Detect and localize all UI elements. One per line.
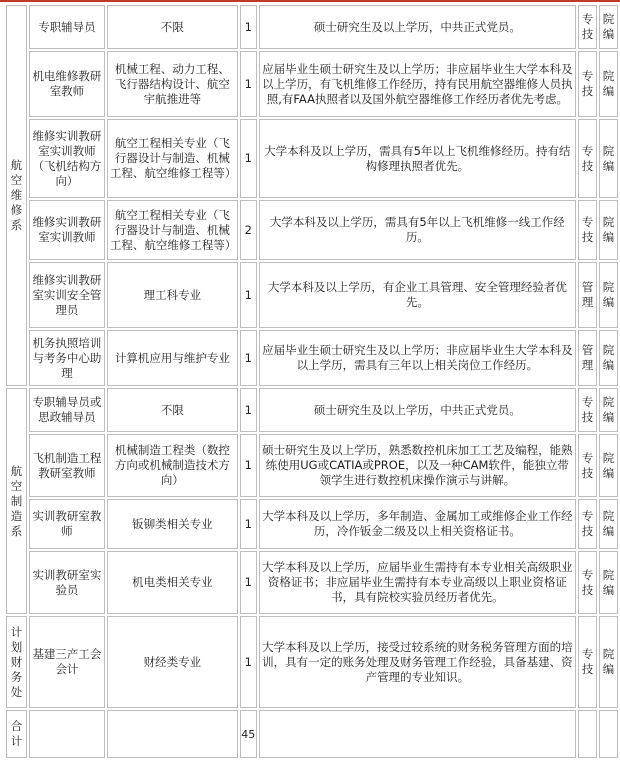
major-cell: 财经类专业 xyxy=(107,616,238,708)
count-cell: 1 xyxy=(240,51,257,117)
count-cell: 2 xyxy=(240,200,257,260)
count-cell: 1 xyxy=(240,5,257,49)
org-cell: 院编 xyxy=(599,200,618,260)
type-cell: 专技 xyxy=(578,616,597,708)
table-row xyxy=(6,551,618,614)
major-cell: 理工科专业 xyxy=(107,262,238,328)
requirement-cell: 大学本科及以上学历，有企业工具管理、安全管理经验者优先。 xyxy=(259,262,576,328)
type-cell: 专技 xyxy=(578,119,597,198)
position-cell: 维修实训教研室实训安全管理员 xyxy=(29,262,105,328)
type-cell: 管理 xyxy=(578,330,597,386)
requirement-cell: 大学本科及以上学历，接受过较系统的财务税务管理方面的培训，具有一定的账务处理及财务管理工作经验，具备基建、资产管理的专业知识。 xyxy=(259,616,576,708)
position-cell: 维修实训教研室实训教师 xyxy=(29,200,105,260)
table-row xyxy=(6,330,618,386)
type-cell: 专技 xyxy=(578,51,597,117)
count-cell: 1 xyxy=(240,262,257,328)
table-row xyxy=(6,388,618,432)
position-cell: 专职辅导员 xyxy=(29,5,105,49)
position-cell: 机电维修教研室教师 xyxy=(29,51,105,117)
position-cell: 专职辅导员或思政辅导员 xyxy=(29,388,105,432)
top-accent-line xyxy=(0,0,620,2)
position-cell: 飞机制造工程教研室教师 xyxy=(29,434,105,497)
empty-cell xyxy=(29,710,105,758)
count-cell: 1 xyxy=(240,434,257,497)
org-cell: 院编 xyxy=(599,551,618,614)
org-cell: 院编 xyxy=(599,499,618,549)
department-cell: 航空制造系 xyxy=(6,388,27,614)
table-row xyxy=(6,119,618,198)
total-count-cell: 45 xyxy=(240,710,257,758)
requirement-cell: 大学本科及以上学历，需具有5年以上飞机维修经历。持有结构修理执照者优先。 xyxy=(259,119,576,198)
count-cell: 1 xyxy=(240,388,257,432)
requirement-cell: 硕士研究生及以上学历，熟悉数控机床加工工艺及编程，能熟练使用UG或CATIA或PROE，以及一种CAM软件，能独立带领学生进行数控机床操作演示与讲解。 xyxy=(259,434,576,497)
count-cell: 1 xyxy=(240,499,257,549)
requirement-cell: 硕士研究生及以上学历，中共正式党员。 xyxy=(259,5,576,49)
recruitment-table xyxy=(4,3,620,760)
org-cell: 院编 xyxy=(599,262,618,328)
major-cell: 钣铆类相关专业 xyxy=(107,499,238,549)
position-cell: 基建三产工会会计 xyxy=(29,616,105,708)
position-cell: 机务执照培训与考务中心助理 xyxy=(29,330,105,386)
empty-cell xyxy=(107,710,238,758)
position-cell: 实训教研室教师 xyxy=(29,499,105,549)
table-row xyxy=(6,200,618,260)
total-row xyxy=(6,710,618,758)
count-cell: 1 xyxy=(240,551,257,614)
major-cell: 机械工程、动力工程、飞行器结构设计、航空宇航推进等 xyxy=(107,51,238,117)
empty-cell xyxy=(259,710,576,758)
type-cell: 管理 xyxy=(578,262,597,328)
table-row xyxy=(6,5,618,49)
requirement-cell: 硕士研究生及以上学历，中共正式党员。 xyxy=(259,388,576,432)
position-cell: 维修实训教研室实训教师（飞机结构方向） xyxy=(29,119,105,198)
type-cell: 专技 xyxy=(578,5,597,49)
org-cell: 院编 xyxy=(599,119,618,198)
major-cell: 不限 xyxy=(107,388,238,432)
table-row xyxy=(6,434,618,497)
org-cell: 院编 xyxy=(599,434,618,497)
major-cell: 机电类相关专业 xyxy=(107,551,238,614)
requirement-cell: 应届毕业生硕士研究生及以上学历；非应届毕业生大学本科及以上学历，有飞机维修工作经历，持有民用航空器维修人员执照,有FAA执照者以及国外航空器维修工作经历者优先考虑。 xyxy=(259,51,576,117)
major-cell: 航空工程相关专业（飞行器设计与制造、机械工程、航空维修工程等） xyxy=(107,119,238,198)
type-cell: 专技 xyxy=(578,388,597,432)
type-cell: 专技 xyxy=(578,434,597,497)
table-row xyxy=(6,51,618,117)
type-cell: 专技 xyxy=(578,499,597,549)
org-cell: 院编 xyxy=(599,51,618,117)
empty-cell xyxy=(578,710,597,758)
major-cell: 航空工程相关专业（飞行器设计与制造、机械工程、航空维修工程等） xyxy=(107,200,238,260)
table-row xyxy=(6,262,618,328)
empty-cell xyxy=(599,710,618,758)
department-cell: 航空维修系 xyxy=(6,5,27,386)
count-cell: 1 xyxy=(240,616,257,708)
requirement-cell: 大学本科及以上学历，多年制造、金属加工或维修企业工作经历，冷作钣金二级及以上相关资格证书。 xyxy=(259,499,576,549)
org-cell: 院编 xyxy=(599,330,618,386)
count-cell: 1 xyxy=(240,330,257,386)
total-label-cell: 合计 xyxy=(6,710,27,758)
department-cell: 计划财务处 xyxy=(6,616,27,708)
table-row xyxy=(6,616,618,708)
requirement-cell: 大学本科及以上学历，应届毕业生需持有本专业相关高级职业资格证书；非应届毕业生需持有本专业高级以上职业资格证书，具有院校实验员经历者优先。 xyxy=(259,551,576,614)
requirement-cell: 大学本科及以上学历，需具有5年以上飞机维修一线工作经历。 xyxy=(259,200,576,260)
position-cell: 实训教研室实验员 xyxy=(29,551,105,614)
org-cell: 院编 xyxy=(599,388,618,432)
type-cell: 专技 xyxy=(578,200,597,260)
org-cell: 院编 xyxy=(599,5,618,49)
count-cell: 1 xyxy=(240,119,257,198)
major-cell: 计算机应用与维护专业 xyxy=(107,330,238,386)
type-cell: 专技 xyxy=(578,551,597,614)
org-cell: 院编 xyxy=(599,616,618,708)
major-cell: 机械制造工程类（数控方向或机械制造技术方向） xyxy=(107,434,238,497)
major-cell: 不限 xyxy=(107,5,238,49)
requirement-cell: 应届毕业生硕士研究生及以上学历；非应届毕业生大学本科及以上学历，需具有三年以上相关岗位工作经历。 xyxy=(259,330,576,386)
table-row xyxy=(6,499,618,549)
